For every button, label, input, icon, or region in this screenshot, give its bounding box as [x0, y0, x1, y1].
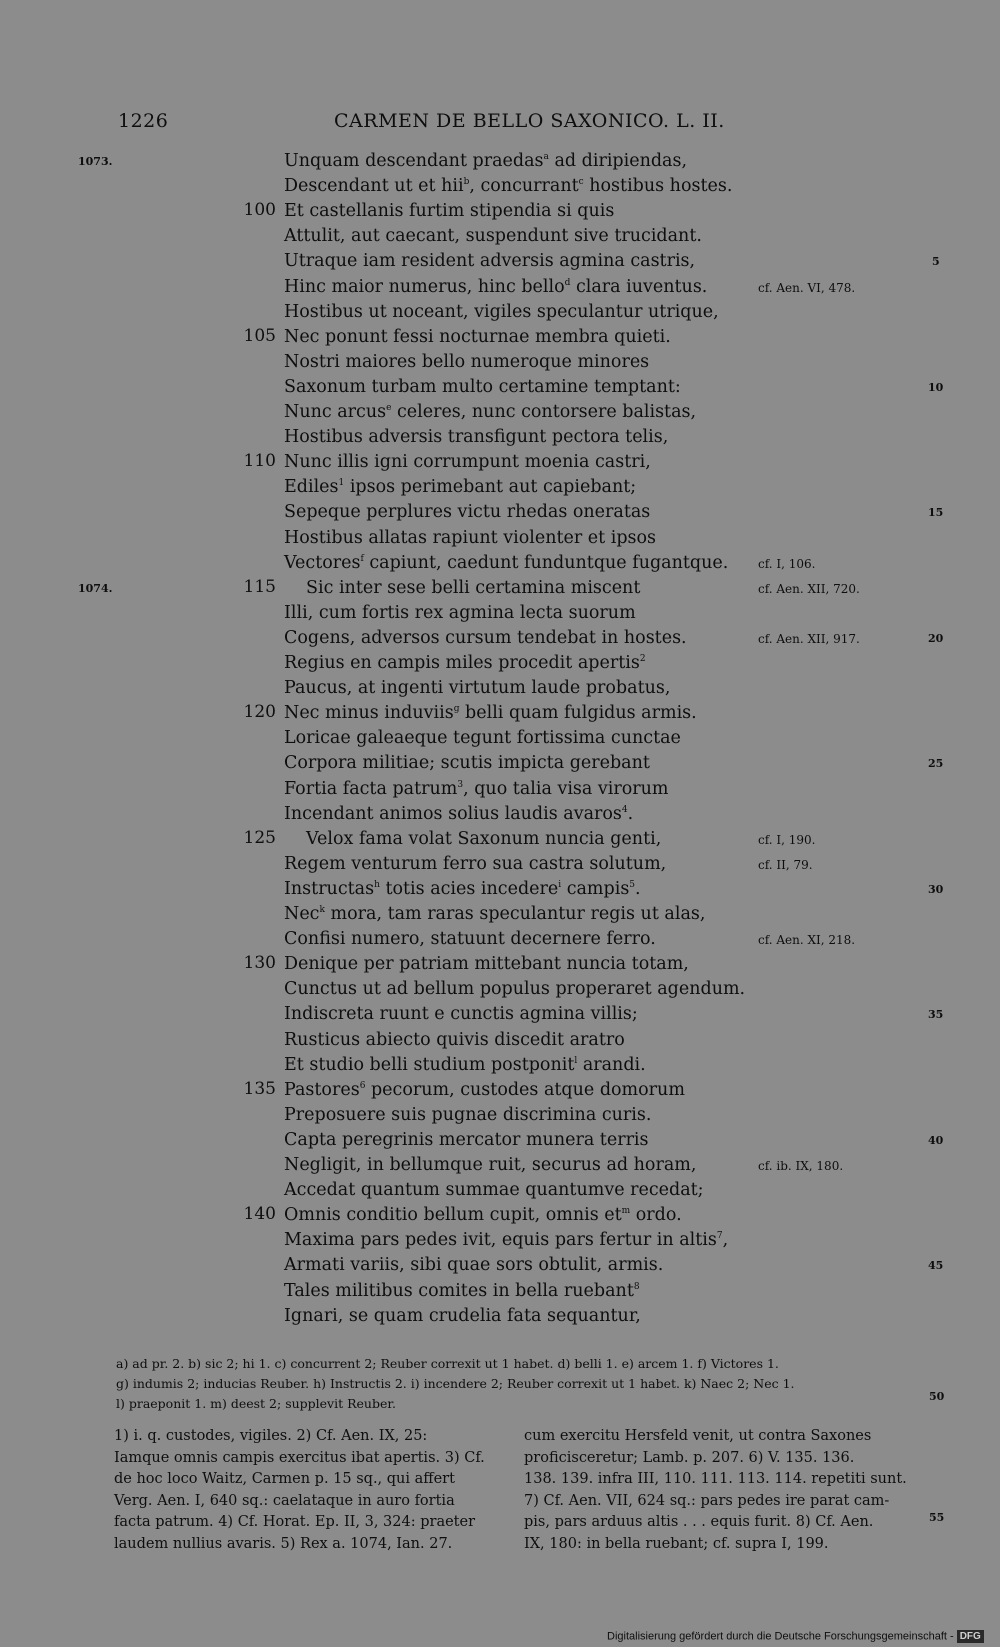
verse-line	[284, 927, 656, 952]
verse-line	[284, 1103, 651, 1128]
verse-text-part: Ediles	[284, 477, 339, 498]
verse-line	[284, 1153, 696, 1178]
footnote-line: IX, 180: in bella ruebant; cf. supra I, 199.	[524, 1535, 829, 1552]
verse-text-part: capiunt, caedunt funduntque fugantque.	[363, 552, 729, 573]
verse-text-part: Maxima pars pedes ivit, equis pars fertur in altis	[284, 1230, 717, 1251]
margin-number-50: 50	[929, 1390, 945, 1403]
footnote-line: Verg. Aen. I, 640 sq.: caelataque in auro fortia	[114, 1492, 455, 1509]
verse-line	[306, 827, 661, 852]
footnote-line: 7) Cf. Aen. VII, 624 sq.: pars pedes ire parat cam-	[524, 1492, 890, 1509]
verse-text-part: mora, tam raras speculantur regis ut alas,	[324, 904, 706, 924]
verse-line	[284, 199, 614, 224]
verse-text-part: Capta peregrinis mercator munera terris	[284, 1129, 649, 1150]
verse-number: 105	[243, 325, 276, 346]
verse-line	[284, 802, 633, 827]
verse-text-part: Pastores	[284, 1079, 360, 1100]
verse-text-part: Indiscreta ruunt e cunctis agmina villis;	[284, 1004, 638, 1025]
verse-text-part: Tales militibus comites in bella ruebant	[284, 1280, 634, 1301]
verse-line	[284, 375, 681, 400]
margin-number-55: 55	[929, 1511, 945, 1524]
verse-text-part: Instructas	[284, 878, 375, 899]
verse-line	[284, 475, 636, 500]
footnote-line: laudem nullius avaris. 5) Rex a. 1074, Ian. 27.	[114, 1535, 453, 1552]
digitization-credit	[607, 1630, 984, 1643]
verse-line	[284, 249, 695, 274]
verse-text-part: Corpora militiae; scutis impicta gerebant	[284, 753, 650, 774]
verse-number: 100	[243, 200, 276, 221]
verse-line	[284, 500, 650, 525]
verse-text-part: belli quam fulgidus armis.	[459, 703, 697, 724]
verse-text-part: Cunctus ut ad bellum populus properaret agendum.	[284, 979, 746, 1000]
dfg-logo-icon: DFG	[957, 1630, 984, 1643]
verse-text-part: Et castellanis furtim stipendia si quis	[284, 201, 615, 222]
margin-number: 40	[928, 1133, 944, 1147]
verse-line	[284, 149, 687, 174]
verse-text-part: Utraque iam resident adversis agmina castris,	[284, 251, 696, 272]
verse-line	[284, 601, 636, 626]
reference-citation: cf. ib. IX, 180.	[758, 1159, 844, 1173]
year-marker: 1073.	[78, 155, 113, 168]
verse-text-part: Regius en campis miles procedit apertis	[284, 653, 640, 673]
verse-line	[284, 425, 668, 450]
verse-line	[284, 1253, 663, 1278]
verse-text-part: arandi.	[577, 1054, 646, 1075]
footnote-line: proficisceretur; Lamb. p. 207. 6) V. 135. 136.	[524, 1449, 855, 1466]
footnote-line: 138. 139. infra III, 110. 111. 113. 114. repetiti sunt.	[524, 1471, 907, 1487]
verse-text-part: , concurrant	[469, 176, 579, 197]
footnote-marker: 3	[457, 779, 464, 790]
footnote-marker: a	[543, 152, 549, 162]
footnote-marker: h	[374, 879, 380, 890]
footnote-marker: 1	[338, 478, 345, 489]
verse-text-part: ad diripiendas,	[548, 151, 688, 171]
apparatus-line: g) indumis 2; inducias Reuber. h) Instructis 2. i) incendere 2; Reuber correxit ut 1 habet. k) Naec 2; Nec 1.	[116, 1376, 795, 1391]
verse-text-part: Regem venturum ferro sua castra solutum,	[284, 853, 667, 874]
verse-line	[284, 300, 719, 325]
verse-text-part: Nec	[284, 904, 320, 924]
verse-text-part: celeres, nunc contorsere balistas,	[391, 402, 697, 422]
footnote-line: cum exercitu Hersfeld venit, ut contra Saxones	[524, 1428, 872, 1444]
footnote-marker: f	[360, 553, 364, 564]
verse-line	[284, 1304, 641, 1329]
verse-line	[284, 551, 728, 576]
verse-line	[284, 1028, 625, 1053]
apparatus-line: l) praeponit 1. m) deest 2; supplevit Reuber.	[116, 1396, 396, 1411]
footnote-marker: c	[578, 177, 584, 188]
verse-number: 115	[243, 576, 276, 597]
verse-text-part: totis acies incedere	[379, 878, 559, 899]
verse-text-part: Preposuere suis pugnae discrimina curis.	[284, 1104, 652, 1125]
verse-line	[284, 450, 651, 475]
verse-line	[284, 526, 656, 551]
verse-text-part: hostibus hostes.	[583, 176, 733, 197]
footnote-line: 1) i. q. custodes, vigiles. 2) Cf. Aen. IX, 25:	[114, 1428, 428, 1444]
verse-line	[284, 325, 671, 350]
verse-text-part: ordo.	[630, 1205, 682, 1226]
verse-line	[284, 726, 681, 751]
footnote-marker: k	[319, 905, 325, 915]
footnote-marker: e	[386, 403, 392, 413]
footnote-marker: 8	[633, 1281, 640, 1292]
verse-line	[284, 852, 666, 877]
verse-line	[284, 1178, 704, 1203]
verse-line	[284, 1078, 685, 1103]
reference-citation: cf. Aen. VI, 478.	[758, 280, 856, 295]
verse-number: 130	[243, 953, 276, 974]
margin-number: 45	[928, 1259, 944, 1273]
verse-line	[284, 350, 649, 375]
verse-text-part: Ignari, se quam crudelia fata sequantur,	[284, 1305, 641, 1326]
margin-number: 15	[928, 506, 944, 520]
footnote-marker: i	[558, 879, 562, 890]
footnote-marker: 6	[359, 1080, 366, 1091]
verse-text-part: Loricae galeaeque tegunt fortissima cunctae	[284, 728, 681, 749]
verse-text-part: Hostibus ut noceant, vigiles speculantur utrique,	[284, 301, 719, 322]
verse-text-part: Omnis conditio bellum cupit, omnis et	[284, 1205, 622, 1226]
verse-line	[284, 651, 646, 676]
margin-number: 10	[928, 380, 944, 394]
verse-text-part: , quo talia visa virorum	[463, 778, 669, 799]
verse-text-part: Armati variis, sibi quae sors obtulit, armis.	[284, 1255, 664, 1276]
verse-text-part: Sic inter sese belli certamina miscent	[306, 577, 641, 598]
verse-text-part: Paucus, at ingenti virtutum laude probatus,	[284, 678, 671, 699]
verse-text-part: .	[635, 878, 641, 899]
verse-line	[284, 877, 641, 902]
verse-text-part: clara iuventus.	[570, 276, 708, 297]
verse-text-part: Nec ponunt fessi nocturnae membra quieti.	[284, 326, 671, 347]
verse-line	[284, 174, 732, 199]
reference-citation: cf. I, 190.	[758, 832, 816, 847]
verse-text-part: Incendant animos solius laudis avaros	[284, 803, 622, 824]
verse-text-part: Unquam descendant praedas	[284, 151, 544, 171]
verse-text-part: Confisi numero, statuunt decernere ferro.	[284, 929, 656, 950]
verse-text-part: Cogens, adversos cursum tendebat in hostes.	[284, 627, 687, 648]
verse-text-part: ,	[722, 1230, 729, 1251]
verse-line	[284, 626, 687, 651]
verse-line	[306, 576, 640, 601]
verse-text-part: campis	[561, 878, 630, 899]
reference-citation: cf. Aen. XI, 218.	[758, 933, 856, 948]
verse-line	[284, 1228, 728, 1253]
reference-citation: cf. Aen. XII, 720.	[758, 581, 860, 596]
verse-number: 135	[243, 1078, 276, 1099]
verse-text-part: Et studio belli studium postponit	[284, 1054, 575, 1075]
verse-line	[284, 751, 650, 776]
footnote-marker: g	[453, 704, 460, 715]
verse-line	[284, 777, 669, 802]
margin-number: 20	[928, 631, 944, 645]
verse-text-part: Attulit, aut caecant, suspendunt sive trucidant.	[284, 226, 702, 247]
reference-citation: cf. I, 106.	[758, 556, 816, 571]
page-number: 1226	[118, 110, 169, 132]
verse-text-part: Nostri maiores bello numeroque minores	[284, 351, 650, 372]
verse-line	[284, 1128, 649, 1153]
verse-text-part: Rusticus abiecto quivis discedit aratro	[284, 1029, 625, 1050]
verse-text-part: Vectores	[284, 552, 361, 573]
verse-text-part: Denique per patriam mittebant nuncia totam,	[284, 954, 689, 975]
verse-text-part: Negligit, in bellumque ruit, securus ad horam,	[284, 1155, 697, 1175]
footnote-marker: 4	[621, 804, 628, 815]
verse-line	[284, 977, 745, 1002]
verse-line	[284, 224, 702, 249]
verse-number: 110	[243, 451, 276, 472]
apparatus-line: a) ad pr. 2. b) sic 2; hi 1. c) concurrent 2; Reuber correxit ut 1 habet. d) belli 1. e) arcem 1. f) Victores 1.	[116, 1356, 779, 1371]
running-title: CARMEN DE BELLO SAXONICO. L. II.	[334, 110, 725, 132]
credit-text: Digitalisierung gefördert durch die Deutsche Forschungsgemeinschaft -	[607, 1630, 954, 1643]
verse-number: 140	[243, 1204, 276, 1225]
margin-number: 25	[928, 757, 944, 771]
footnote-marker: 2	[639, 654, 646, 664]
verse-text-part: Illi, cum fortis rex agmina lecta suorum	[284, 602, 636, 623]
footnote-marker: 7	[716, 1231, 723, 1242]
footnote-line: de hoc loco Waitz, Carmen p. 15 sq., qui affert	[114, 1471, 455, 1487]
verse-text-part: Sepeque perplures victu rhedas oneratas	[284, 502, 651, 523]
footnote-marker: b	[463, 177, 470, 188]
verse-line	[284, 1002, 638, 1027]
margin-number: 30	[928, 882, 944, 896]
footnote-line: Iamque omnis campis exercitus ibat apertis. 3) Cf.	[114, 1449, 485, 1466]
verse-text-part: .	[627, 803, 634, 824]
verse-text-part: Nunc illis igni corrumpunt moenia castri,	[284, 452, 651, 473]
footnote-marker: l	[574, 1055, 578, 1066]
footnote-line: facta patrum. 4) Cf. Horat. Ep. II, 3, 324: praeter	[114, 1514, 476, 1530]
verse-text-part: Descendant ut et hii	[284, 176, 464, 197]
verse-line	[284, 275, 707, 300]
margin-number: 5	[932, 255, 940, 269]
verse-text-part: ipsos perimebant aut capiebant;	[344, 477, 637, 498]
reference-citation: cf. Aen. XII, 917.	[758, 631, 860, 646]
verse-line	[284, 400, 696, 425]
verse-text-part: Hostibus allatas rapiunt violenter et ipsos	[284, 527, 657, 548]
footnote-marker: 5	[629, 879, 636, 890]
verse-text-part: Hostibus adversis transfigunt pectora telis,	[284, 427, 669, 448]
verse-text-part: Nec minus induviis	[284, 703, 454, 724]
verse-line	[284, 1279, 640, 1304]
verse-line	[284, 902, 705, 927]
verse-text-part: Nunc arcus	[284, 402, 387, 422]
verse-line	[284, 701, 697, 726]
verse-text-part: pecorum, custodes atque domorum	[365, 1079, 685, 1100]
footnote-marker: m	[621, 1206, 631, 1217]
footnote-line: pis, pars arduus altis . . . equis furit. 8) Cf. Aen.	[524, 1514, 874, 1530]
year-marker: 1074.	[78, 581, 113, 595]
verse-text-part: Hinc maior numerus, hinc bello	[284, 276, 565, 297]
verse-text-part: Accedat quantum summae quantumve recedat;	[284, 1180, 704, 1201]
verse-line	[284, 952, 689, 977]
footnote-marker: d	[564, 277, 571, 288]
verse-number: 125	[243, 827, 276, 848]
verse-line	[284, 1053, 646, 1078]
verse-text-part: Velox fama volat Saxonum nuncia genti,	[306, 828, 662, 849]
reference-citation: cf. II, 79.	[758, 857, 813, 872]
verse-number: 120	[243, 702, 276, 723]
verse-text-part: Saxonum turbam multo certamine temptant:	[284, 376, 681, 397]
verse-line	[284, 1203, 682, 1228]
verse-text-part: Fortia facta patrum	[284, 778, 458, 799]
margin-number: 35	[928, 1008, 944, 1022]
verse-line	[284, 676, 670, 701]
